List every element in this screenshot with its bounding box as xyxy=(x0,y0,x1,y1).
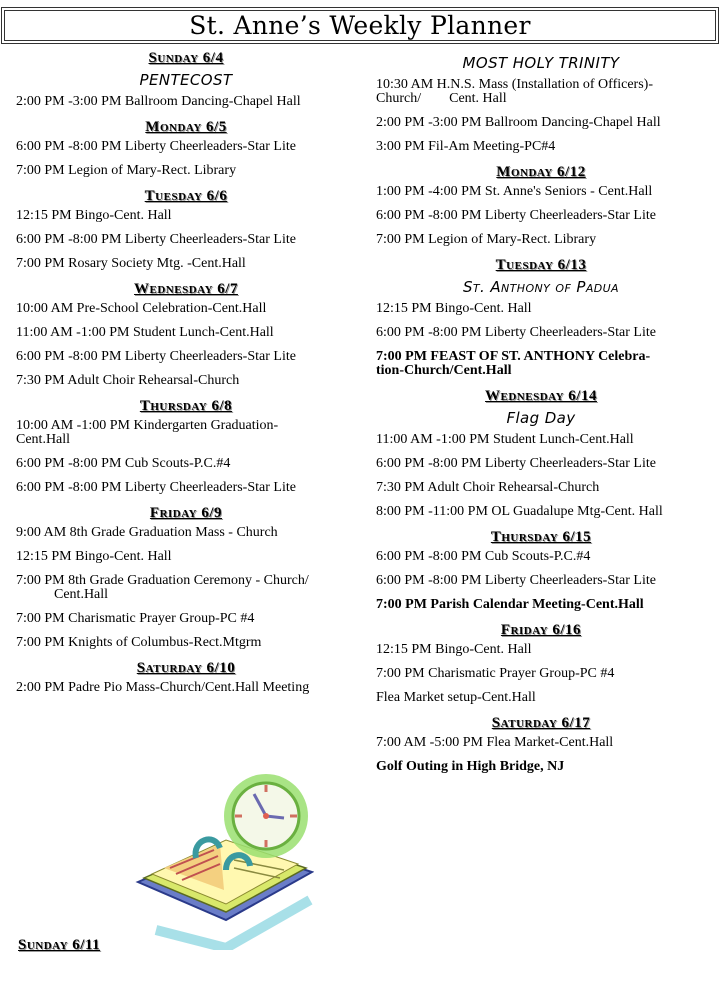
event-item xyxy=(376,760,706,774)
event-text: 6:00 PM -8:00 PM Liberty Cheerleaders-Star Lite xyxy=(376,573,656,588)
event-item xyxy=(16,457,356,471)
book-base-icon xyxy=(138,839,312,948)
day-heading: Thursday 6/8 xyxy=(139,398,233,414)
event-text: 6:00 PM -8:00 PM Cub Scouts-P.C.#4 xyxy=(16,456,231,471)
event-item xyxy=(16,233,356,247)
event-item xyxy=(16,419,356,447)
event-text: 7:00 PM Rosary Society Mtg. -Cent.Hall xyxy=(16,256,246,271)
event-item xyxy=(16,209,356,223)
event-text: 6:00 PM -8:00 PM Liberty Cheerleaders-Star Lite xyxy=(376,325,656,340)
event-item xyxy=(16,257,356,271)
event-text: 7:00 PM Parish Calendar Meeting-Cent.Hall xyxy=(376,597,644,612)
event-text: 11:00 AM -1:00 PM Student Lunch-Cent.Hall xyxy=(376,432,634,447)
event-text: 6:00 PM -8:00 PM Liberty Cheerleaders-Star Lite xyxy=(16,480,296,495)
event-item xyxy=(376,350,706,378)
day-heading: Sunday 6/4 xyxy=(148,50,224,66)
day-heading: Saturday 6/17 xyxy=(491,715,591,731)
event-text: 10:00 AM Pre-School Celebration-Cent.Hall xyxy=(16,301,267,316)
event-item xyxy=(16,636,356,650)
feast-title: St. Anthony of Padua xyxy=(462,278,619,296)
event-text: 8:00 PM -11:00 PM OL Guadalupe Mtg-Cent. Hall xyxy=(376,504,663,519)
event-text: 2:00 PM -3:00 PM Ballroom Dancing-Chapel Hall xyxy=(16,94,301,109)
event-text: 12:15 PM Bingo-Cent. Hall xyxy=(376,642,532,657)
day-heading: Monday 6/12 xyxy=(496,164,586,180)
event-text: 9:00 AM 8th Grade Graduation Mass - Church xyxy=(16,525,278,540)
event-item xyxy=(376,209,706,223)
day-heading: Tuesday 6/6 xyxy=(144,188,228,204)
event-item xyxy=(16,164,356,178)
event-item xyxy=(376,302,706,316)
event-item xyxy=(16,681,356,695)
event-text: 12:15 PM Bingo-Cent. Hall xyxy=(16,549,172,564)
event-text-continued: Cent.Hall xyxy=(54,587,109,602)
event-text: 6:00 PM -8:00 PM Liberty Cheerleaders-Star Lite xyxy=(16,139,296,154)
event-item xyxy=(376,481,706,495)
event-item xyxy=(376,116,706,130)
event-item xyxy=(376,140,706,154)
event-text: 6:00 PM -8:00 PM Liberty Cheerleaders-Star Lite xyxy=(16,232,296,247)
right-column xyxy=(376,50,706,784)
left-column xyxy=(16,50,356,705)
event-text: 11:00 AM -1:00 PM Student Lunch-Cent.Hall xyxy=(16,325,274,340)
clock-icon xyxy=(224,774,308,858)
feast-title: PENTECOST xyxy=(139,71,233,89)
feast-title: Flag Day xyxy=(506,409,576,427)
event-text: 7:00 PM Knights of Columbus-Rect.Mtgrm xyxy=(16,635,262,650)
event-text: 12:15 PM Bingo-Cent. Hall xyxy=(376,301,532,316)
feast-title: MOST HOLY TRINITY xyxy=(462,54,620,72)
event-text: 12:15 PM Bingo-Cent. Hall xyxy=(16,208,172,223)
day-heading: Friday 6/9 xyxy=(149,505,223,521)
day-heading: Monday 6/5 xyxy=(145,119,227,135)
event-text: 7:00 PM Legion of Mary-Rect. Library xyxy=(376,232,597,247)
event-item xyxy=(376,233,706,247)
event-item xyxy=(16,526,356,540)
planner-title-box xyxy=(1,7,719,44)
event-item xyxy=(376,643,706,657)
event-text: Golf Outing in High Bridge, NJ xyxy=(376,759,565,774)
event-item xyxy=(376,667,706,681)
event-text-continued: Church/ Cent. Hall xyxy=(376,91,507,106)
event-text: 7:00 PM Legion of Mary-Rect. Library xyxy=(16,163,237,178)
event-text: 2:00 PM -3:00 PM Ballroom Dancing-Chapel Hall xyxy=(376,115,661,130)
event-item xyxy=(376,736,706,750)
event-item xyxy=(376,326,706,340)
event-text: 6:00 PM -8:00 PM Liberty Cheerleaders-Star Lite xyxy=(376,208,656,223)
event-item xyxy=(376,505,706,519)
event-text: 2:00 PM Padre Pio Mass-Church/Cent.Hall Meeting xyxy=(16,680,310,695)
event-item xyxy=(16,612,356,626)
event-item xyxy=(16,350,356,364)
event-item xyxy=(16,481,356,495)
day-heading: Thursday 6/15 xyxy=(490,529,592,545)
event-text: 7:00 PM 8th Grade Graduation Ceremony - Church/ xyxy=(16,573,309,588)
event-item xyxy=(16,140,356,154)
event-text: 6:00 PM -8:00 PM Cub Scouts-P.C.#4 xyxy=(376,549,591,564)
event-text: 3:00 PM Fil-Am Meeting-PC#4 xyxy=(376,139,556,154)
day-heading: Sunday 6/11 xyxy=(18,937,101,953)
event-item xyxy=(376,78,706,106)
event-item xyxy=(16,574,356,602)
event-item xyxy=(16,95,356,109)
event-item xyxy=(376,691,706,705)
event-item xyxy=(16,374,356,388)
event-text: 7:00 PM Charismatic Prayer Group-PC #4 xyxy=(376,666,615,681)
event-text: 10:30 AM H.N.S. Mass (Installation of Officers)- xyxy=(376,77,653,92)
event-item xyxy=(376,433,706,447)
day-heading: Friday 6/16 xyxy=(500,622,582,638)
event-text: Flea Market setup-Cent.Hall xyxy=(376,690,536,705)
event-item xyxy=(376,550,706,564)
event-item xyxy=(376,185,706,199)
event-text: 7:00 PM Charismatic Prayer Group-PC #4 xyxy=(16,611,255,626)
event-text: 7:00 PM FEAST OF ST. ANTHONY Celebra- xyxy=(376,349,651,364)
page-title: St. Anne’s Weekly Planner xyxy=(189,11,531,40)
event-item xyxy=(376,457,706,471)
event-text: 6:00 PM -8:00 PM Liberty Cheerleaders-Star Lite xyxy=(376,456,656,471)
day-heading: Saturday 6/10 xyxy=(136,660,236,676)
planner-clock-icon xyxy=(134,770,314,950)
event-text: 6:00 PM -8:00 PM Liberty Cheerleaders-Star Lite xyxy=(16,349,296,364)
event-text-continued: tion-Church/Cent.Hall xyxy=(376,363,512,378)
event-text-continued: Cent.Hall xyxy=(16,432,71,447)
event-text: 7:30 PM Adult Choir Rehearsal-Church xyxy=(376,480,600,495)
event-text: 7:30 PM Adult Choir Rehearsal-Church xyxy=(16,373,240,388)
event-item xyxy=(16,326,356,340)
day-heading: Wednesday 6/7 xyxy=(134,281,238,297)
event-text: 1:00 PM -4:00 PM St. Anne's Seniors - Cent.Hall xyxy=(376,184,653,199)
event-text: 7:00 AM -5:00 PM Flea Market-Cent.Hall xyxy=(376,735,614,750)
event-item xyxy=(16,550,356,564)
event-item xyxy=(16,302,356,316)
event-item xyxy=(376,598,706,612)
day-heading: Tuesday 6/13 xyxy=(495,257,587,273)
day-heading: Wednesday 6/14 xyxy=(485,388,597,404)
event-item xyxy=(376,574,706,588)
event-text: 10:00 AM -1:00 PM Kindergarten Graduation- xyxy=(16,418,279,433)
